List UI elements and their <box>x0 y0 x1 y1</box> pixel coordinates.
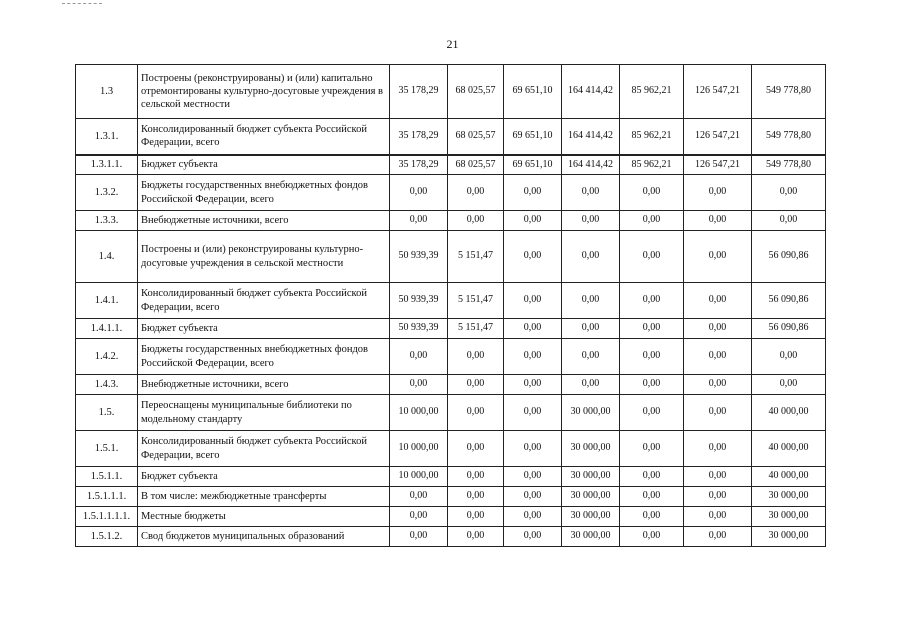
row-value-col-2: 0,00 <box>448 467 504 487</box>
row-value-col-7: 549 778,80 <box>752 65 826 119</box>
row-value-col-7: 56 090,86 <box>752 319 826 339</box>
row-value-col-1: 10 000,00 <box>390 467 448 487</box>
row-code: 1.4.3. <box>76 375 138 395</box>
row-value-col-5: 0,00 <box>620 375 684 395</box>
row-value-col-5: 0,00 <box>620 467 684 487</box>
row-value-col-6: 0,00 <box>684 283 752 319</box>
table-row <box>76 319 826 339</box>
row-value-col-2: 5 151,47 <box>448 283 504 319</box>
row-value-col-6: 0,00 <box>684 527 752 547</box>
row-code: 1.3 <box>76 65 138 119</box>
row-code: 1.4.1. <box>76 283 138 319</box>
row-value-col-3: 0,00 <box>504 175 562 211</box>
row-value-col-1: 0,00 <box>390 339 448 375</box>
table-row <box>76 65 826 119</box>
row-value-col-2: 68 025,57 <box>448 65 504 119</box>
table-body <box>76 65 826 547</box>
row-value-col-1: 0,00 <box>390 507 448 527</box>
row-value-col-7: 549 778,80 <box>752 155 826 175</box>
row-value-col-2: 0,00 <box>448 507 504 527</box>
row-value-col-3: 0,00 <box>504 395 562 431</box>
row-value-col-6: 0,00 <box>684 339 752 375</box>
row-value-col-3: 0,00 <box>504 231 562 283</box>
row-name: Бюджет субъекта <box>138 319 390 339</box>
row-value-col-1: 35 178,29 <box>390 119 448 155</box>
row-code: 1.3.1.1. <box>76 155 138 175</box>
row-value-col-2: 0,00 <box>448 487 504 507</box>
row-value-col-3: 69 651,10 <box>504 155 562 175</box>
row-value-col-3: 0,00 <box>504 507 562 527</box>
row-value-col-1: 10 000,00 <box>390 395 448 431</box>
row-value-col-7: 40 000,00 <box>752 431 826 467</box>
table-row <box>76 211 826 231</box>
budget-table <box>75 64 826 547</box>
row-value-col-4: 30 000,00 <box>562 431 620 467</box>
row-code: 1.3.2. <box>76 175 138 211</box>
row-value-col-4: 0,00 <box>562 175 620 211</box>
row-value-col-3: 0,00 <box>504 211 562 231</box>
row-name: Свод бюджетов муниципальных образований <box>138 527 390 547</box>
row-value-col-2: 68 025,57 <box>448 155 504 175</box>
row-value-col-6: 0,00 <box>684 467 752 487</box>
row-code: 1.3.1. <box>76 119 138 155</box>
row-value-col-5: 0,00 <box>620 339 684 375</box>
row-value-col-6: 0,00 <box>684 175 752 211</box>
row-value-col-4: 0,00 <box>562 211 620 231</box>
row-value-col-3: 0,00 <box>504 487 562 507</box>
row-value-col-5: 0,00 <box>620 231 684 283</box>
row-value-col-6: 0,00 <box>684 231 752 283</box>
row-value-col-6: 126 547,21 <box>684 65 752 119</box>
row-value-col-1: 0,00 <box>390 487 448 507</box>
row-value-col-5: 85 962,21 <box>620 155 684 175</box>
row-value-col-6: 0,00 <box>684 431 752 467</box>
row-value-col-7: 0,00 <box>752 175 826 211</box>
page-number: 21 <box>446 37 459 51</box>
row-code: 1.3.3. <box>76 211 138 231</box>
row-value-col-4: 30 000,00 <box>562 395 620 431</box>
row-value-col-2: 0,00 <box>448 527 504 547</box>
table-row <box>76 155 826 175</box>
row-name: Бюджеты государственных внебюджетных фондов Российской Федерации, всего <box>138 339 390 375</box>
row-code: 1.5.1.1.1.1. <box>76 507 138 527</box>
row-value-col-3: 0,00 <box>504 467 562 487</box>
row-value-col-4: 30 000,00 <box>562 507 620 527</box>
row-name: Консолидированный бюджет субъекта Российской Федерации, всего <box>138 283 390 319</box>
row-code: 1.4.1.1. <box>76 319 138 339</box>
row-code: 1.4. <box>76 231 138 283</box>
row-value-col-1: 50 939,39 <box>390 319 448 339</box>
row-value-col-5: 85 962,21 <box>620 119 684 155</box>
row-name: Местные бюджеты <box>138 507 390 527</box>
row-value-col-6: 126 547,21 <box>684 155 752 175</box>
row-value-col-1: 35 178,29 <box>390 65 448 119</box>
row-code: 1.5.1. <box>76 431 138 467</box>
row-value-col-2: 0,00 <box>448 395 504 431</box>
row-value-col-3: 0,00 <box>504 283 562 319</box>
row-value-col-4: 0,00 <box>562 231 620 283</box>
row-value-col-3: 69 651,10 <box>504 119 562 155</box>
row-value-col-3: 0,00 <box>504 527 562 547</box>
row-value-col-2: 0,00 <box>448 339 504 375</box>
table-row <box>76 119 826 155</box>
table-row <box>76 339 826 375</box>
table-row <box>76 487 826 507</box>
row-value-col-5: 0,00 <box>620 507 684 527</box>
row-value-col-5: 0,00 <box>620 319 684 339</box>
row-value-col-5: 0,00 <box>620 395 684 431</box>
row-value-col-5: 0,00 <box>620 527 684 547</box>
row-value-col-6: 0,00 <box>684 375 752 395</box>
table-row <box>76 175 826 211</box>
row-name: Переоснащены муниципальные библиотеки по модельному стандарту <box>138 395 390 431</box>
row-value-col-3: 0,00 <box>504 375 562 395</box>
table-row <box>76 283 826 319</box>
row-value-col-5: 0,00 <box>620 487 684 507</box>
row-code: 1.5.1.2. <box>76 527 138 547</box>
row-value-col-6: 0,00 <box>684 487 752 507</box>
row-value-col-2: 5 151,47 <box>448 319 504 339</box>
row-name: Построены (реконструированы) и (или) капитально отремонтированы культурно-досуговые учреждения в сельской местности <box>138 65 390 119</box>
row-value-col-7: 0,00 <box>752 375 826 395</box>
row-value-col-7: 30 000,00 <box>752 527 826 547</box>
row-value-col-4: 0,00 <box>562 339 620 375</box>
table-row <box>76 431 826 467</box>
row-value-col-3: 0,00 <box>504 339 562 375</box>
row-value-col-2: 5 151,47 <box>448 231 504 283</box>
row-value-col-5: 0,00 <box>620 283 684 319</box>
row-value-col-1: 50 939,39 <box>390 283 448 319</box>
row-value-col-2: 0,00 <box>448 431 504 467</box>
table-row <box>76 375 826 395</box>
row-value-col-1: 0,00 <box>390 175 448 211</box>
row-value-col-7: 0,00 <box>752 211 826 231</box>
row-value-col-2: 0,00 <box>448 211 504 231</box>
table-row <box>76 507 826 527</box>
row-value-col-6: 0,00 <box>684 507 752 527</box>
row-value-col-1: 10 000,00 <box>390 431 448 467</box>
row-value-col-2: 0,00 <box>448 175 504 211</box>
row-code: 1.5. <box>76 395 138 431</box>
row-value-col-1: 0,00 <box>390 375 448 395</box>
table-row <box>76 527 826 547</box>
row-name: Построены и (или) реконструированы культурно-досуговые учреждения в сельской местности <box>138 231 390 283</box>
row-name: Внебюджетные источники, всего <box>138 211 390 231</box>
row-value-col-4: 164 414,42 <box>562 119 620 155</box>
row-value-col-4: 164 414,42 <box>562 65 620 119</box>
table-row <box>76 231 826 283</box>
row-value-col-3: 0,00 <box>504 319 562 339</box>
row-value-col-7: 30 000,00 <box>752 487 826 507</box>
row-value-col-7: 40 000,00 <box>752 467 826 487</box>
row-value-col-7: 40 000,00 <box>752 395 826 431</box>
row-value-col-3: 0,00 <box>504 431 562 467</box>
row-name: Бюджеты государственных внебюджетных фондов Российской Федерации, всего <box>138 175 390 211</box>
row-value-col-2: 68 025,57 <box>448 119 504 155</box>
row-name: Консолидированный бюджет субъекта Российской Федерации, всего <box>138 431 390 467</box>
row-value-col-5: 0,00 <box>620 175 684 211</box>
row-name: Внебюджетные источники, всего <box>138 375 390 395</box>
row-value-col-4: 0,00 <box>562 319 620 339</box>
row-value-col-6: 126 547,21 <box>684 119 752 155</box>
row-value-col-7: 56 090,86 <box>752 231 826 283</box>
row-value-col-1: 50 939,39 <box>390 231 448 283</box>
row-value-col-5: 85 962,21 <box>620 65 684 119</box>
row-value-col-4: 164 414,42 <box>562 155 620 175</box>
row-value-col-7: 549 778,80 <box>752 119 826 155</box>
row-value-col-7: 30 000,00 <box>752 507 826 527</box>
row-value-col-4: 0,00 <box>562 375 620 395</box>
row-value-col-4: 30 000,00 <box>562 487 620 507</box>
row-value-col-7: 0,00 <box>752 339 826 375</box>
row-name: Бюджет субъекта <box>138 467 390 487</box>
row-value-col-6: 0,00 <box>684 211 752 231</box>
row-value-col-4: 0,00 <box>562 283 620 319</box>
row-name: Бюджет субъекта <box>138 155 390 175</box>
scan-artifact <box>62 3 102 5</box>
row-name: В том числе: межбюджетные трансферты <box>138 487 390 507</box>
row-code: 1.5.1.1.1. <box>76 487 138 507</box>
row-value-col-3: 69 651,10 <box>504 65 562 119</box>
row-value-col-6: 0,00 <box>684 395 752 431</box>
row-value-col-1: 0,00 <box>390 527 448 547</box>
row-code: 1.5.1.1. <box>76 467 138 487</box>
table-row <box>76 467 826 487</box>
row-value-col-6: 0,00 <box>684 319 752 339</box>
row-code: 1.4.2. <box>76 339 138 375</box>
row-value-col-1: 0,00 <box>390 211 448 231</box>
row-value-col-5: 0,00 <box>620 211 684 231</box>
table-row <box>76 395 826 431</box>
row-name: Консолидированный бюджет субъекта Российской Федерации, всего <box>138 119 390 155</box>
row-value-col-4: 30 000,00 <box>562 467 620 487</box>
row-value-col-7: 56 090,86 <box>752 283 826 319</box>
row-value-col-1: 35 178,29 <box>390 155 448 175</box>
row-value-col-5: 0,00 <box>620 431 684 467</box>
row-value-col-4: 30 000,00 <box>562 527 620 547</box>
row-value-col-2: 0,00 <box>448 375 504 395</box>
